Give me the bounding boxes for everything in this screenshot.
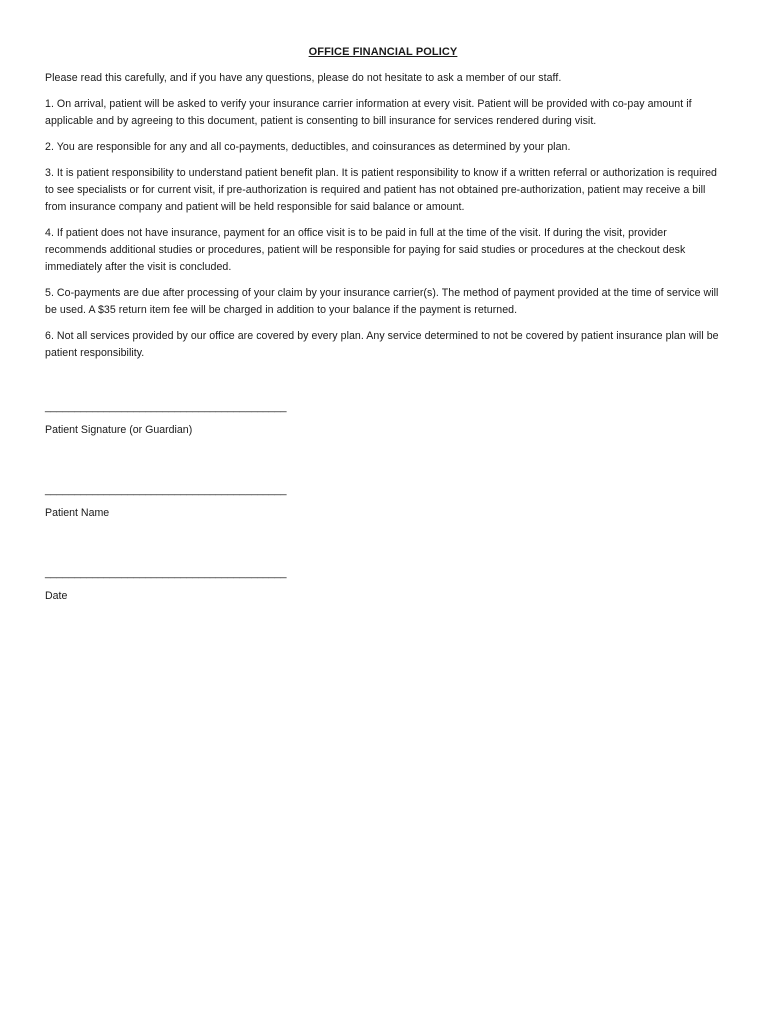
signature-block-date: [45, 566, 721, 603]
signature-block-signature: [45, 400, 721, 437]
policy-item-5: 5. Co-payments are due after processing of your claim by your insurance carrier(s). The method of payment provided at the time of service will be used. A $35 return item fee will be charged in addition to your balance if the payment is returned.: [45, 287, 719, 316]
signature-line[interactable]: _________________________________________: [45, 401, 287, 413]
signature-label: Patient Signature (or Guardian): [45, 424, 193, 436]
policy-item-4: 4. If patient does not have insurance, payment for an office visit is to be paid in full at the time of the visit. If during the visit, provider recommends additional studies or procedures, patient will be responsible for paying for said studies or procedures at the checkout desk immediately after the visit is concluded.: [45, 227, 686, 273]
intro-paragraph: Please read this carefully, and if you have any questions, please do not hesitate to ask a member of our staff.: [45, 72, 562, 84]
policy-item-1: 1. On arrival, patient will be asked to verify your insurance carrier information at every visit. Patient will be provided with co-pay amount if applicable and by agreeing to this document, patient is consenting to bill insurance for services rendered during visit.: [45, 98, 692, 127]
patient-name-label: Patient Name: [45, 507, 110, 519]
date-line[interactable]: _________________________________________: [45, 567, 287, 579]
patient-name-line[interactable]: _________________________________________: [45, 484, 287, 496]
signature-block-name: [45, 483, 721, 520]
date-label: Date: [45, 590, 68, 602]
policy-item-6: 6. Not all services provided by our office are covered by every plan. Any service determined to not be covered by patient insurance plan will be patient responsibility.: [45, 330, 719, 359]
document-title: OFFICE FINANCIAL POLICY: [308, 46, 458, 58]
policy-item-3: 3. It is patient responsibility to understand patient benefit plan. It is patient responsibility to know if a written referral or authorization is required to see specialists or for current visit, if pre-authorization is required and patient has not obtained pre-authorization, patient may receive a bill from insurance company and patient will be held responsible for said balance or amount.: [45, 167, 717, 213]
policy-item-2: 2. You are responsible for any and all co-payments, deductibles, and coinsurances as determined by your plan.: [45, 141, 571, 153]
financial-policy-document: [45, 46, 721, 603]
